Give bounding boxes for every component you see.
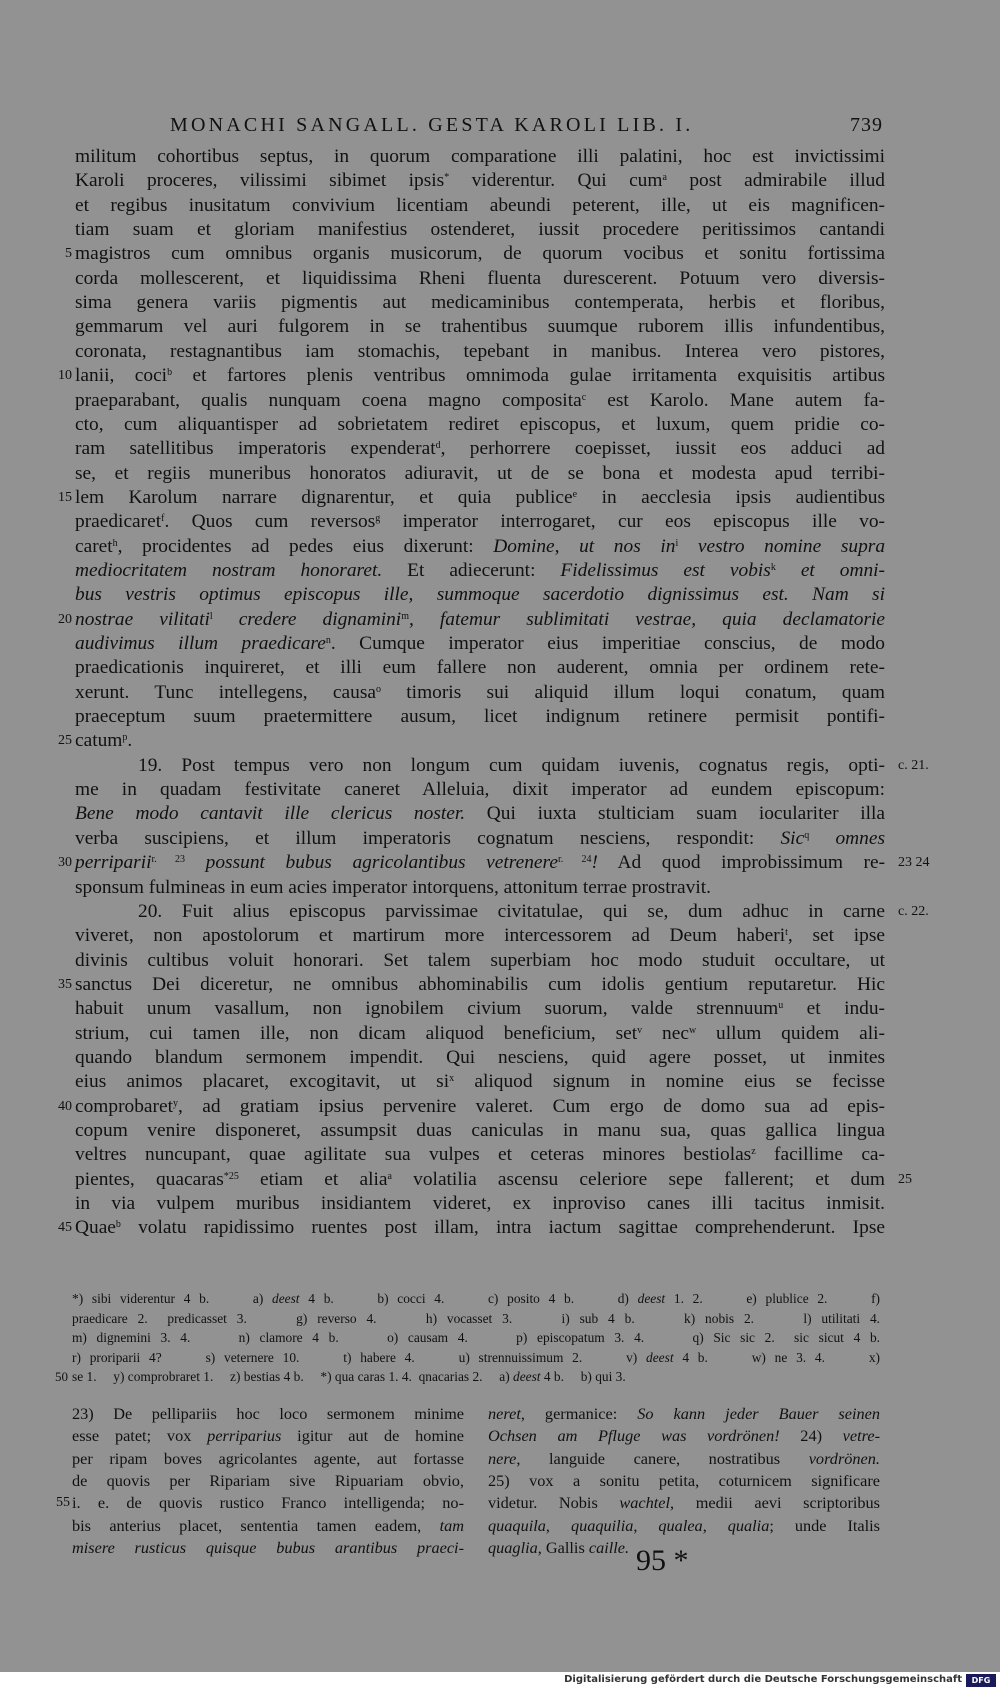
text-line: nostrae vilitati$^l$ credere dignamini$^m$, fatemur sublimitati vestrae, quia declamatorie — [75, 609, 885, 630]
funding-credit: Digitalisierung gefördert durch die Deutsche Forschungsgemeinschaft — [564, 1674, 962, 1685]
text-line: verba suscipiens, et illum imperatoris cognatum nesciens, respondit: Sic$^q$ omnes — [75, 828, 885, 849]
line-number: 35 — [58, 977, 72, 992]
text-line: lanii, coci$^b$ et fartores plenis ventribus omnimoda gulae irritamenta exquisitis artibus — [75, 365, 885, 386]
text-line: caret$^h$, procidentes ad pedes eius dixerunt: Domine, ut nos $in^i$ vestro nomine supra — [75, 536, 886, 557]
commentary-left-line: bis anterius placet, sententia tamen eadem, tam — [72, 1516, 464, 1535]
commentary-left-line: per ripam boves agricolantes agente, aut fortasse — [72, 1449, 464, 1468]
text-line: praeceptum suum praetermittere ausum, licet indignum retinere permisit pontifi- — [75, 706, 885, 727]
text-line: ram satellitibus imperatoris expenderat$^d$, perhorrere coepisset, iussit eos adduci ad — [75, 438, 885, 459]
text-line: 20. Fuit alius episcopus parvissimae civitatulae, qui se, dum adhuc in carne — [138, 901, 885, 922]
line-number: 30 — [58, 855, 72, 870]
margin-note: 25 — [898, 1172, 912, 1187]
text-line: audivimus illum praedicare$^n$. Cumque imperator eius imperitiae conscius, de modo — [75, 633, 885, 654]
digitization-footer — [0, 1672, 1000, 1691]
line-number: 55 — [56, 1495, 70, 1510]
text-line: pientes, quacaras$^{*25}$ etiam et alia$^a$ volatilia ascensu celeriore sepe fallerent; et dum — [75, 1169, 885, 1190]
text-line: lem Karolum narrare dignarentur, et quia publice$^e$ in aecclesia ipsis audientibus — [75, 487, 885, 508]
commentary-left-line: de quovis per Ripariam sive Ripuariam obvio, — [72, 1471, 464, 1490]
text-line: divinis cultibus voluit honorari. Set talem superbiam hoc modo studuit occultare, ut — [75, 950, 885, 971]
margin-note: 23 24 — [898, 855, 930, 870]
text-line: sanctus Dei diceretur, ne omnibus abhominabilis cum idolis gentium reputaretur. Hic — [75, 974, 885, 995]
text-line: veltres nuncupant, quae agilitate sua vulpes et ceteras minores bestiolas$^z$ facillime ca- — [75, 1144, 885, 1165]
text-line: Karoli proceres, vilissimi sibimet ipsis* viderentur. Qui cum$^a$ post admirabile illud — [75, 170, 885, 191]
commentary-right-line: neret, germanice: So kann jeder Bauer seinen — [488, 1404, 881, 1423]
line-number: 10 — [58, 368, 72, 383]
footnote-line: se 1. y) comprobraret 1. z) bestias 4 b. *) qua caras 1. 4. qnacarias 2. a) deest 4 b. b) qui 3. — [72, 1369, 626, 1384]
footnote-line: r) proriparii 4? s) veternere 10. t) habere 4. u) strennuissimum 2. v) deest 4 b. w) ne 3. 4. x) — [72, 1350, 880, 1365]
text-line: copum venire disponeret, assumpsit duas caniculas in manu sua, quas gallica lingua — [75, 1120, 885, 1141]
running-title: MONACHI SANGALL. GESTA KAROLI LIB. I. — [170, 114, 694, 136]
text-line: coronata, restagnantibus iam stomachis, tepebant in manibus. Interea vero pistores, — [75, 341, 885, 362]
text-line: comprobaret$^y$, ad gratiam ipsius pervenire valeret. Cum ergo de domo sua ad epis- — [75, 1096, 885, 1117]
text-line: tiam suam et gloriam manifestius ostenderet, iussit procedere peritissimos cantandi — [75, 219, 885, 240]
line-number: 50 — [55, 1369, 68, 1384]
page-number: 739 — [850, 114, 883, 136]
text-line: militum cohortibus septus, in quorum comparatione illi palatini, hoc est invictissimi — [75, 146, 885, 167]
text-line: corda mollescerent, et liquidissima Rheni fluenta durescerent. Potuum vero diversis- — [75, 268, 885, 289]
text-line: et regibus inusitatum convivium licentiam abeundi peterent, ille, ut eis magnificen- — [75, 195, 885, 216]
line-number: 40 — [58, 1099, 72, 1114]
margin-note: c. 21. — [898, 758, 929, 773]
text-line: sima genera variis pigmentis aut medicaminibus contemperata, herbis et floribus, — [75, 292, 885, 313]
line-number: 5 — [65, 246, 72, 261]
dfg-logo: DFG — [966, 1674, 996, 1687]
commentary-right-line: videtur. Nobis wachtel, medii aevi scriptoribus — [488, 1493, 881, 1512]
commentary-right-line: quaquila, quaquilia, qualea, qualia; unde Italis — [488, 1516, 881, 1535]
text-line: gemmarum vel auri fulgorem in se trahentibus suumque ruborem illis infundentibus, — [75, 316, 885, 337]
text-line: strium, cui tamen ille, non dicam aliquod beneficium, set$^v$ nec$^w$ ullum quidem ali- — [75, 1023, 885, 1044]
text-line: Bene modo cantavit ille clericus noster. Qui iuxta stulticiam suam ioculariter illa — [75, 803, 885, 824]
text-line: praeparabant, qualis nunquam coena magno composita$^c$ est Karolo. Mane autem fa- — [75, 390, 885, 411]
text-line: viveret, non apostolorum et martirum more intercessorem ad Deum haberi$^t$, set ipse — [75, 925, 885, 946]
text-line: praedicaret$^f$. Quos cum reversos$^g$ imperator interrogaret, cur eos episcopus ille vo- — [75, 511, 886, 532]
commentary-right-line: 25) vox a sonitu petita, coturnicem significare — [488, 1471, 880, 1490]
text-line: magistros cum omnibus organis musicorum, de quorum vocibus et sonitu fortissima — [75, 243, 885, 264]
signature-mark: 95 * — [636, 1544, 689, 1577]
text-line: perriparii$^{r. 23}$ possunt bubus agricolantibus vetrenere$^{r. 24}$! Ad quod improbissimum re- — [75, 852, 886, 873]
commentary-left-line: i. e. de quovis rustico Franco intelligenda; no- — [72, 1493, 464, 1512]
text-line: sponsum fulmineas in eum acies imperator intorquens, attonitum terrae prostravit. — [75, 877, 711, 898]
text-line: habuit unum vasallum, non ignobilem civium suorum, valde strennuum$^u$ et indu- — [75, 998, 886, 1019]
running-header — [0, 114, 1000, 140]
text-line: se, et regiis muneribus honoratos adiuravit, ut de se bona et modesta apud terribi- — [75, 463, 885, 484]
commentary-right-line: Ochsen am Pfluge was vordrönen! 24) vetre- — [488, 1426, 880, 1445]
line-number: 15 — [58, 490, 72, 505]
text-line: xerunt. Tunc intellegens, causa$^o$ timoris sui aliquid illum loqui conatum, quam — [75, 682, 885, 703]
text-line: in via vulpem muribus insidiantem videret, ex inproviso canes illi tacitus inmisit. — [75, 1193, 885, 1214]
commentary-right-line: nere, languide canere, nostratibus vordrönen. — [488, 1449, 880, 1468]
text-line: eius animos placaret, excogitavit, ut $si^x$ aliquod signum in nomine eius se fecisse — [75, 1071, 885, 1092]
line-number: 45 — [58, 1220, 72, 1235]
commentary-right-line: quaglia, Gallis caille. — [488, 1538, 630, 1557]
text-line: mediocritatem nostram honoraret. Et adiecerunt: Fidelissimus est vobis$^k$ et omni- — [75, 560, 886, 581]
line-number: 25 — [58, 733, 72, 748]
text-line: praedicationis inquireret, et illi eum fallere non auderent, omnia per ordinem rete- — [75, 657, 885, 678]
text-line: catum$^p$. — [75, 730, 133, 751]
footnote-line: praedicare 2. predicasset 3. g) reverso 4. h) vocasset 3. i) sub 4 b. k) nobis 2. l) utilitati 4. — [72, 1311, 880, 1326]
text-line: bus vestris optimus episcopus ille, summoque sacerdotio dignissimus est. Nam si — [75, 584, 885, 605]
text-line: 19. Post tempus vero non longum cum quidam iuvenis, cognatus regis, opti- — [138, 755, 885, 776]
line-number: 20 — [58, 612, 72, 627]
commentary-left-line: misere rusticus quisque bubus arantibus praeci- — [72, 1538, 464, 1557]
text-line: me in quadam festivitate caneret Alleluia, dixit imperator ad eundem episcopum: — [75, 779, 885, 800]
commentary-left-line: 23) De pellipariis hoc loco sermonem minime — [72, 1404, 464, 1423]
margin-note: c. 22. — [898, 904, 929, 919]
text-line: cto, cum aliquantisper ad sobrietatem rediret episcopus, et luxum, quem pridie co- — [75, 414, 885, 435]
commentary-left-line: esse patet; vox perriparius igitur aut de homine — [72, 1426, 464, 1445]
text-line: quando blandum sermonem impendit. Qui nesciens, quid agere posset, ut inmites — [75, 1047, 885, 1068]
text-line: Quae$^b$ volatu rapidissimo ruentes post illam, intra iactum sagittae comprehenderunt. Ipse — [75, 1217, 885, 1238]
footnote-line: *) sibi viderentur 4 b. a) deest 4 b. b) cocci 4. c) posito 4 b. d) deest 1. 2. e) plublice 2. f) — [72, 1291, 880, 1306]
footnote-line: m) dignemini 3. 4. n) clamore 4 b. o) causam 4. p) episcopatum 3. 4. q) Sic sic 2. sic sicut 4 b. — [72, 1330, 880, 1345]
